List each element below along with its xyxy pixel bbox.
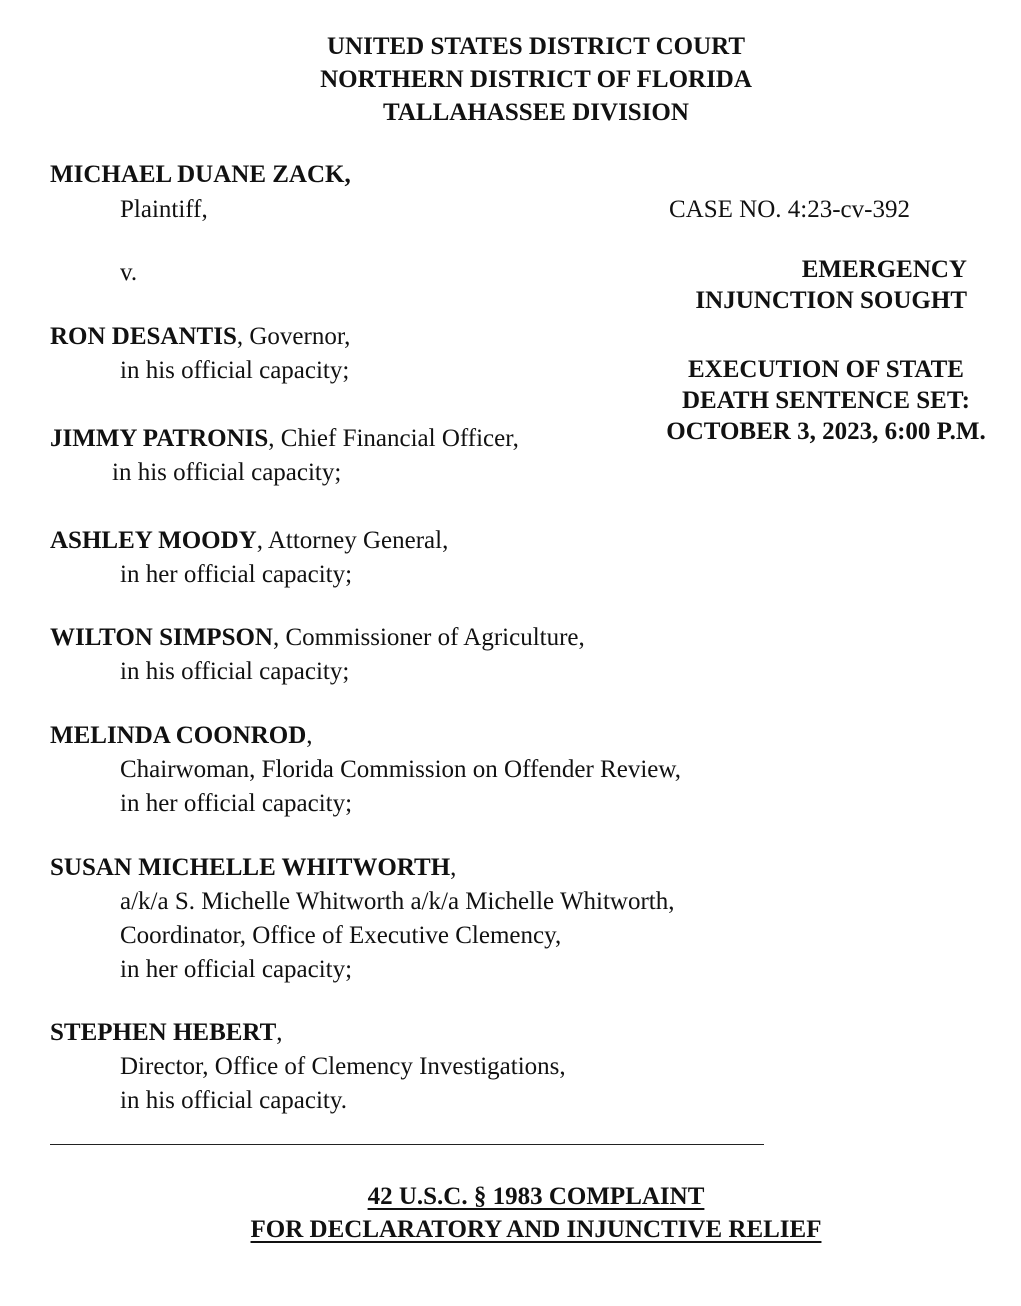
court-name: UNITED STATES DISTRICT COURT xyxy=(327,33,745,60)
defendant-name: STEPHEN HEBERT xyxy=(50,1019,277,1046)
court-caption-header xyxy=(0,30,1021,129)
defendant-hebert xyxy=(50,1016,566,1118)
defendant-title: , Commissioner of Agriculture, xyxy=(273,624,585,651)
caption-divider xyxy=(50,1144,764,1145)
plaintiff-name: MICHAEL DUANE ZACK, xyxy=(50,161,351,188)
defendant-title: , xyxy=(450,854,457,881)
defendant-name: ASHLEY MOODY xyxy=(50,527,257,554)
court-district: NORTHERN DISTRICT OF FLORIDA xyxy=(320,66,752,93)
defendant-patronis xyxy=(50,422,519,490)
defendant-position: Coordinator, Office of Executive Clemency, xyxy=(120,922,562,949)
defendant-name: RON DESANTIS xyxy=(50,323,237,350)
versus-label: v. xyxy=(120,259,138,286)
case-number: CASE NO. 4:23-cv-392 xyxy=(669,196,910,223)
defendant-position: Chairwoman, Florida Commission on Offender Review, xyxy=(120,756,682,783)
emergency-line-1: EMERGENCY xyxy=(801,256,967,283)
defendant-capacity: in his official capacity; xyxy=(112,459,342,486)
defendant-capacity: in his official capacity; xyxy=(120,658,350,685)
emergency-injunction-notice xyxy=(695,254,967,316)
execution-line-2: DEATH SENTENCE SET: xyxy=(681,387,971,414)
defendant-title: , Attorney General, xyxy=(256,527,449,554)
complaint-title-line-1: 42 U.S.C. § 1983 COMPLAINT xyxy=(367,1183,705,1210)
defendant-title: , Governor, xyxy=(236,323,351,350)
defendant-name: JIMMY PATRONIS xyxy=(50,425,269,452)
execution-date: OCTOBER 3, 2023, 6:00 P.M. xyxy=(666,418,986,445)
emergency-line-2: INJUNCTION SOUGHT xyxy=(695,287,967,314)
defendant-capacity: in his official capacity; xyxy=(120,357,350,384)
defendant-name: WILTON SIMPSON xyxy=(50,624,273,651)
defendant-capacity: in her official capacity; xyxy=(120,790,353,817)
defendant-capacity: in his official capacity. xyxy=(120,1087,348,1114)
defendant-name: SUSAN MICHELLE WHITWORTH xyxy=(50,854,451,881)
defendant-coonrod xyxy=(50,719,681,821)
defendant-whitworth xyxy=(50,851,675,987)
defendant-position: Director, Office of Clemency Investigations, xyxy=(120,1053,566,1080)
defendant-name: MELINDA COONROD xyxy=(50,722,307,749)
execution-line-1: EXECUTION OF STATE xyxy=(688,356,964,383)
defendant-title: , xyxy=(276,1019,283,1046)
complaint-title xyxy=(0,1180,1021,1246)
defendant-desantis xyxy=(50,320,350,388)
plaintiff-role: Plaintiff, xyxy=(120,196,208,223)
complaint-title-line-2: FOR DECLARATORY AND INJUNCTIVE RELIEF xyxy=(250,1216,822,1243)
defendant-title: , xyxy=(306,722,313,749)
defendant-moody xyxy=(50,524,448,592)
defendant-capacity: in her official capacity; xyxy=(120,561,353,588)
defendant-aliases: a/k/a S. Michelle Whitworth a/k/a Michelle Whitworth, xyxy=(120,888,675,915)
defendant-title: , Chief Financial Officer, xyxy=(268,425,519,452)
defendant-capacity: in her official capacity; xyxy=(120,956,353,983)
court-division: TALLAHASSEE DIVISION xyxy=(383,99,689,126)
defendant-simpson xyxy=(50,621,585,689)
execution-notice xyxy=(636,354,1016,447)
